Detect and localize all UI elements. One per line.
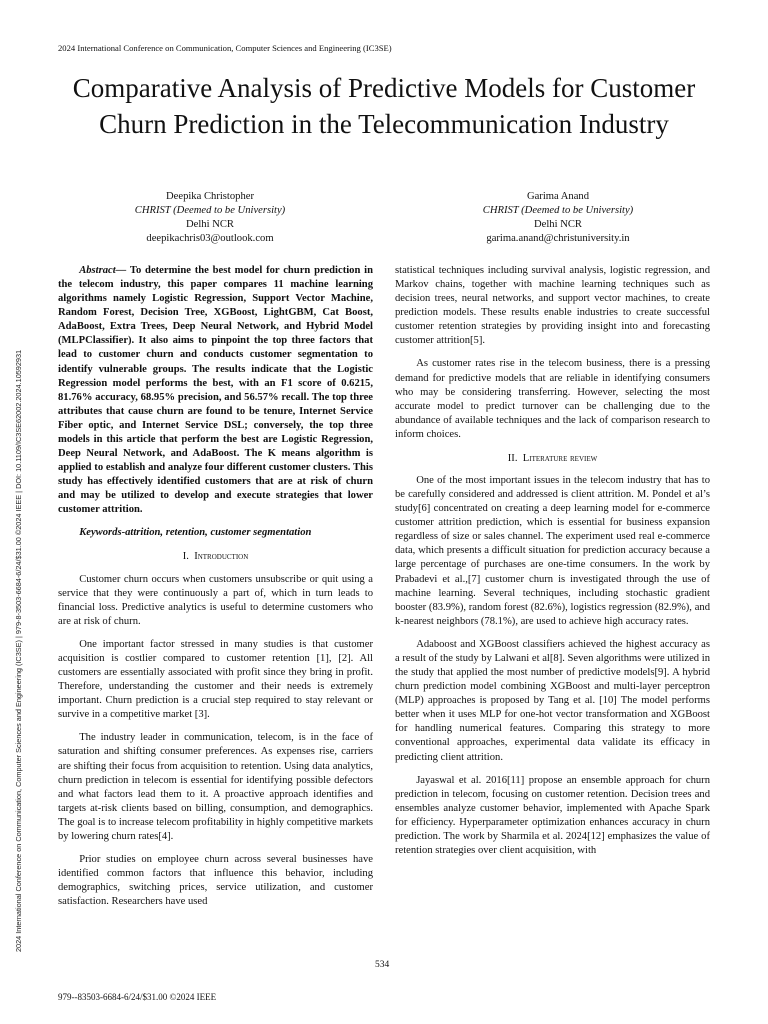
author-name: Garima Anand bbox=[526, 191, 590, 202]
section-number: I. bbox=[182, 551, 189, 563]
author-affiliation: CHRIST (Deemed to be University) bbox=[134, 204, 286, 216]
copyright-footer: 979--83503-6684-6/24/$31.00 ©2024 IEEE bbox=[58, 992, 217, 1002]
paragraph: The industry leader in communication, telecom, is in the face of saturation and shifting consumer preferences. As expenses rise, carriers are shifting their focus from acquisition to retention. Using data analytics, churn prediction in telecom is essential for identifying possible defectors and what factors lead them to it. A proactive approach identifies and targets at-risk clients based on billing, consumption, and demographics. The goal is to increase telecom profitability in highly competitive markets by lowering churn rates[4]. bbox=[58, 732, 373, 842]
paragraph: statistical techniques including survival analysis, logistic regression, and Markov chains, together with machine learning techniques such as decision trees, neural networks, and support vector machines, to create prediction models. These results enable industries to create successful customer retention strategies by providing insight into and forecasting customer attrition[5]. bbox=[395, 265, 710, 347]
side-doi-strip: 2024 International Conference on Communication, Computer Sciences and Engineering (IC3SE) | 979-8-3503-6684-6/24/$31.00 ©2024 IEEE | DOI: 10.1109/IC3SE62002.2024.10592931 bbox=[14, 349, 23, 952]
author-location: Delhi NCR bbox=[186, 218, 234, 230]
author-name: Deepika Christopher bbox=[166, 191, 254, 202]
paragraph: One important factor stressed in many studies is that customer acquisition is costlier compared to customer retention [1], [2]. All customers are essentially associated with profit since they bring in profit. Therefore, understanding the customer and their needs is extremely important. Churn prediction is a crucial step required to stay relevant or survive in a competitive market [3]. bbox=[58, 638, 373, 721]
section-title: Introduction bbox=[194, 551, 249, 563]
section-heading-introduction bbox=[58, 550, 373, 564]
section-number: II. bbox=[507, 452, 518, 464]
paper-title: Comparative Analysis of Predictive Models for Customer Churn Prediction in the Telecommunication Industry bbox=[72, 73, 696, 140]
left-column bbox=[58, 264, 373, 918]
author-affiliation: CHRIST (Deemed to be University) bbox=[482, 204, 634, 216]
paragraph: Adaboost and XGBoost classifiers achieved the highest accuracy as a result of the study by Lalwani et al[8]. Seven algorithms were utilized in the study that applied the most number of predictive models[9]. A hybrid churn prediction model combining XGBoost and multi-layer perceptron (MLP) approaches is proposed by Tang et al. [10] The model performs better when it uses MLP for one-hot vector transformation and XGBoost for handling numerical features. Comparing this strategy to more conventional approaches, experimental data validate its efficacy in predicting client attrition. bbox=[395, 638, 710, 763]
abstract-text: To determine the best model for churn prediction in the telecom industry, this paper compares 11 machine learning algorithms namely Logistic Regression, Support Vector Machine, Random Forest, Decision Tree, XGBoost, LightGBM, Cat Boost, AdaBoost, Extra Trees, Deep Neural Network, and Hybrid Model (MLPClassifier). It also aims to pinpoint the top three factors that lead to customer churn and conducts customer segmentation to identify vulnerable groups. The results indicate that the Logistic Regression model performs the best, with an F1 score of 0.6215, 81.76% accuracy, 68.95% precision, and 56.57% recall. The top three attributes that cause churn are found to be tenure, Internet Service Fiber optic, and Internet Service DSL; conversely, the top three models in this article that perform the best are Logistic Regression, Deep Neural Network, and AdaBoost. The K means algorithm is applied to establish and analyze four different customer clusters. This study has effectively identified customers that are at risk of churn and may be utilized to develop and execute strategies that lower customer attrition. bbox=[58, 265, 373, 516]
paragraph: Customer churn occurs when customers unsubscribe or quit using a service that they were continuously a part of, which in turn leads to financial loss. Predictive analytics is useful to determine customers who are at risk of churn. bbox=[58, 573, 373, 627]
abstract bbox=[58, 264, 373, 517]
author-2 bbox=[438, 190, 678, 246]
paragraph: One of the most important issues in the telecom industry that has to be carefully considered and addressed is client attrition. M. Pondel et al’s study[6] concentrated on creating a deep learning model for e-commerce customer attrition prediction, which is essential for business expansion regardless of size or sales channel. The experiment used real e-commerce data, which presents a difficult situation for prediction accuracy because a large percentage of purchases are one-time consumers. In the work by Prabadevi et al.,[7] customer churn is investigated through the use of machine learning. Several techniques, including stochastic gradient booster (83.9%), random forest (82.6%), logistics regression (82.9%), and k-nearest neighbors (78.1%), are used to achieve high accuracy rates. bbox=[395, 475, 710, 627]
author-location: Delhi NCR bbox=[534, 218, 582, 230]
author-1 bbox=[90, 190, 330, 246]
paragraph: Jayaswal et al. 2016[11] propose an ensemble approach for churn prediction in telecom, focusing on customer retention. Decision trees and ensembles analyze customer behavior, implemented with Apache Spark for efficiency. Hyperparameter optimization enhances accuracy in churn prediction. The work by Sharmila et al. 2024[12] emphasizes the value of retention strategies over client acquisition, with bbox=[395, 774, 710, 856]
paragraph: As customer rates rise in the telecom business, there is a pressing demand for predictive models that are reliable in identifying consumers who may be considering transferring. However, selecting the most accurate model to predict turnover can be challenging due to the abundance of available techniques and the lack of comparison research to inform choices. bbox=[395, 358, 710, 440]
right-column bbox=[395, 264, 710, 867]
section-heading-literature-review bbox=[395, 452, 710, 466]
abstract-label: Abstract— bbox=[79, 265, 127, 276]
author-email: deepikachris03@outlook.com bbox=[146, 232, 274, 244]
author-email: garima.anand@christuniversity.in bbox=[486, 232, 630, 244]
page-number: 534 bbox=[375, 960, 390, 970]
paragraph: Prior studies on employee churn across several businesses have identified common factors that influence this behavior, including demographics, switching prices, service utilization, and customer satisfaction. Researchers have used bbox=[58, 853, 373, 908]
keywords: Keywords-attrition, retention, customer segmentation bbox=[79, 527, 312, 539]
section-title: Literature review bbox=[522, 452, 598, 464]
conference-header: 2024 International Conference on Communication, Computer Sciences and Engineering (IC3SE) bbox=[58, 43, 392, 53]
